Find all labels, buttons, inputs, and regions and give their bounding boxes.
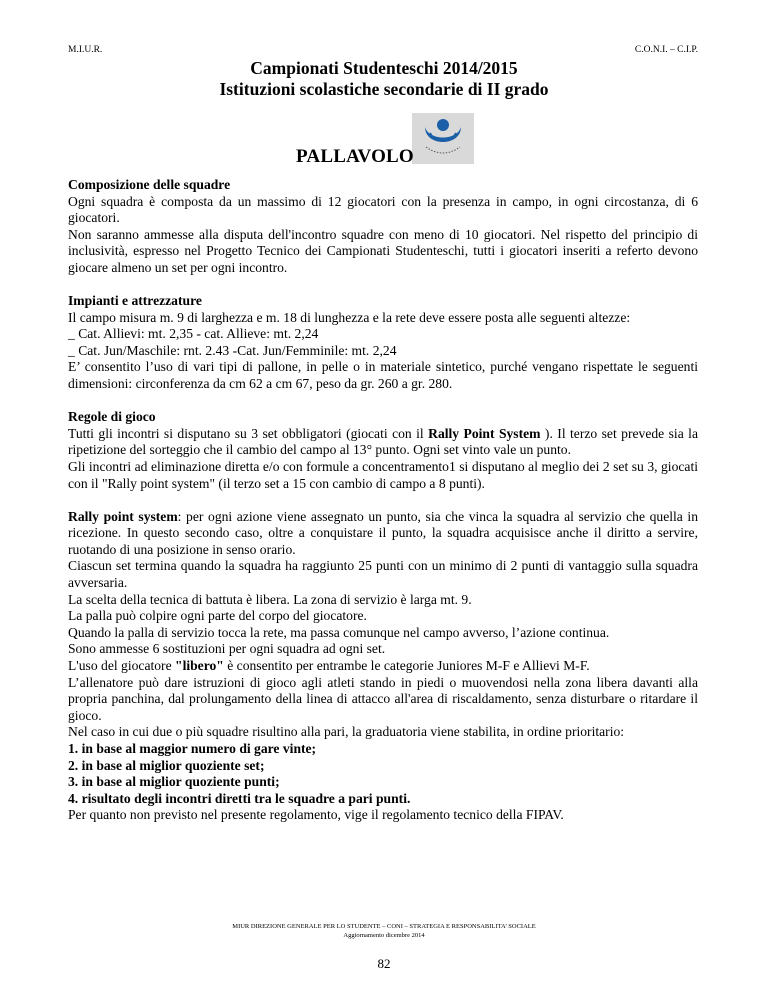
criterion-text: 2. in base al miglior quoziente set;: [68, 757, 265, 773]
bold-term: Rally point system: [68, 508, 178, 524]
paragraph: Quando la palla di servizio tocca la rete, ma passa comunque nel campo avverso, l’azione continua.: [68, 624, 610, 640]
fipav-logo-icon: [412, 113, 474, 164]
page-number: 82: [377, 956, 391, 971]
paragraph: Non saranno ammesse alla disputa dell'incontro squadre con meno di 10 giocatori. Nel rispetto del principio di inclusività, espresso nel Progetto Tecnico dei Campionati Studenteschi, tutti i giocatori inseriti a referto devono giocare almeno un set per ogni incontro.: [68, 226, 698, 275]
paragraph: E’ consentito l’uso di vari tipi di pallone, in pelle o in materiale sintetico, purché vengano rispettate le seguenti dimensioni: circonferenza da cm 62 a cm 67, peso da gr. 260 a gr. 280.: [68, 359, 698, 392]
text-run: ). Il terzo set prevede sia la ripetizione del sorteggio che il cambio del campo al 13° punto. Ogni set vinto vale un punto.: [68, 425, 698, 458]
ranking-criterion: [68, 791, 698, 808]
document-body: [68, 177, 698, 840]
section-heading: Composizione delle squadre: [68, 177, 231, 192]
ranking-criterion: [68, 774, 698, 791]
sport-title: PALLAVOLO: [296, 146, 414, 167]
criterion-text: 4. risultato degli incontri diretti tra le squadre a pari punti.: [68, 790, 411, 806]
paragraph: L’allenatore può dare istruzioni di gioco agli atleti stando in piedi o muovendosi nella zona libera davanti alla propria panchina, dal prolungamento della linea di attacco all'area di riscaldamento, senza disturbare o ritardare il gioco.: [68, 674, 698, 723]
section-heading: Impianti e attrezzature: [68, 293, 202, 309]
document-subtitle: Istituzioni scolastiche secondarie di II grado: [219, 79, 549, 99]
paragraph: [68, 509, 698, 559]
text-run: L'uso del giocatore: [68, 657, 176, 673]
criterion-text: 1. in base al maggior numero di gare vinte;: [68, 740, 317, 756]
section-heading: Regole di gioco: [68, 409, 156, 425]
text-run: è consentito per entrambe le categorie Juniores M-F e Allievi M-F.: [223, 657, 590, 673]
paragraph: [68, 426, 698, 459]
section-composizione: [68, 177, 698, 277]
paragraph: Il campo misura m. 9 di larghezza e m. 18 di lunghezza e la rete deve essere posta alle seguenti altezze:: [68, 309, 631, 325]
paragraph: _ Cat. Jun/Maschile: rnt. 2.43 -Cat. Jun/Femminile: mt. 2,24: [68, 342, 397, 358]
paragraph: Per quanto non previsto nel presente regolamento, vige il regolamento tecnico della FIPAV.: [68, 807, 564, 823]
paragraph: Sono ammesse 6 sostituzioni per ogni squadra ad ogni set.: [68, 641, 386, 657]
ranking-criterion: [68, 758, 698, 775]
paragraph: Ciascun set termina quando la squadra ha raggiunto 25 punti con un minimo di 2 punti di vantaggio sulla squadra avversaria.: [68, 558, 698, 590]
header-left: M.I.U.R.: [68, 45, 103, 55]
bold-term: "libero": [175, 657, 224, 673]
paragraph: [68, 658, 698, 675]
paragraph: _ Cat. Allievi: mt. 2,35 - cat. Allieve: mt. 2,24: [68, 326, 319, 342]
section-impianti: [68, 293, 698, 393]
paragraph: Gli incontri ad eliminazione diretta e/o con formule a concentramento1 si disputano al meglio dei 2 set su 3, giocati con il "Rally point system" (il terzo set a 15 con cambio di campo a 8 punti).: [68, 458, 698, 491]
paragraph: Nel caso in cui due o più squadre risultino alla pari, la graduatoria viene stabilita, in ordine prioritario:: [68, 724, 625, 740]
bold-term: Rally Point System: [428, 425, 541, 441]
ranking-criterion: [68, 741, 698, 758]
footer-update: Aggiornamento dicembre 2014: [343, 932, 425, 939]
paragraph: La scelta della tecnica di battuta è libera. La zona di servizio è larga mt. 9.: [68, 591, 472, 607]
paragraph: Ogni squadra è composta da un massimo di 12 giocatori con la presenza in campo, in ogni circostanza, di 6 giocatori.: [68, 193, 698, 226]
paragraph: La palla può colpire ogni parte del corpo del giocatore.: [68, 608, 367, 624]
section-rally-point: [68, 509, 698, 824]
document-title: Campionati Studenteschi 2014/2015: [250, 58, 518, 78]
text-run: Tutti gli incontri si disputano su 3 set obbligatori (giocati con il: [68, 425, 429, 441]
criterion-text: 3. in base al miglior quoziente punti;: [68, 774, 280, 790]
footer-line: MIUR DIREZIONE GENERALE PER LO STUDENTE – CONI – STRATEGIA E RESPONSABILITA’ SOCIALE: [232, 923, 536, 930]
section-regole: [68, 409, 698, 492]
text-run: : per ogni azione viene assegnato un punto, sia che vinca la squadra al servizio che quella in ricezione. In questo secondo caso, oltre a conquistare il punto, la squadra acquisisce anche il diritto a servire, ruotando di una posizione in senso orario.: [68, 508, 698, 557]
header-right: C.O.N.I. – C.I.P.: [634, 45, 698, 55]
